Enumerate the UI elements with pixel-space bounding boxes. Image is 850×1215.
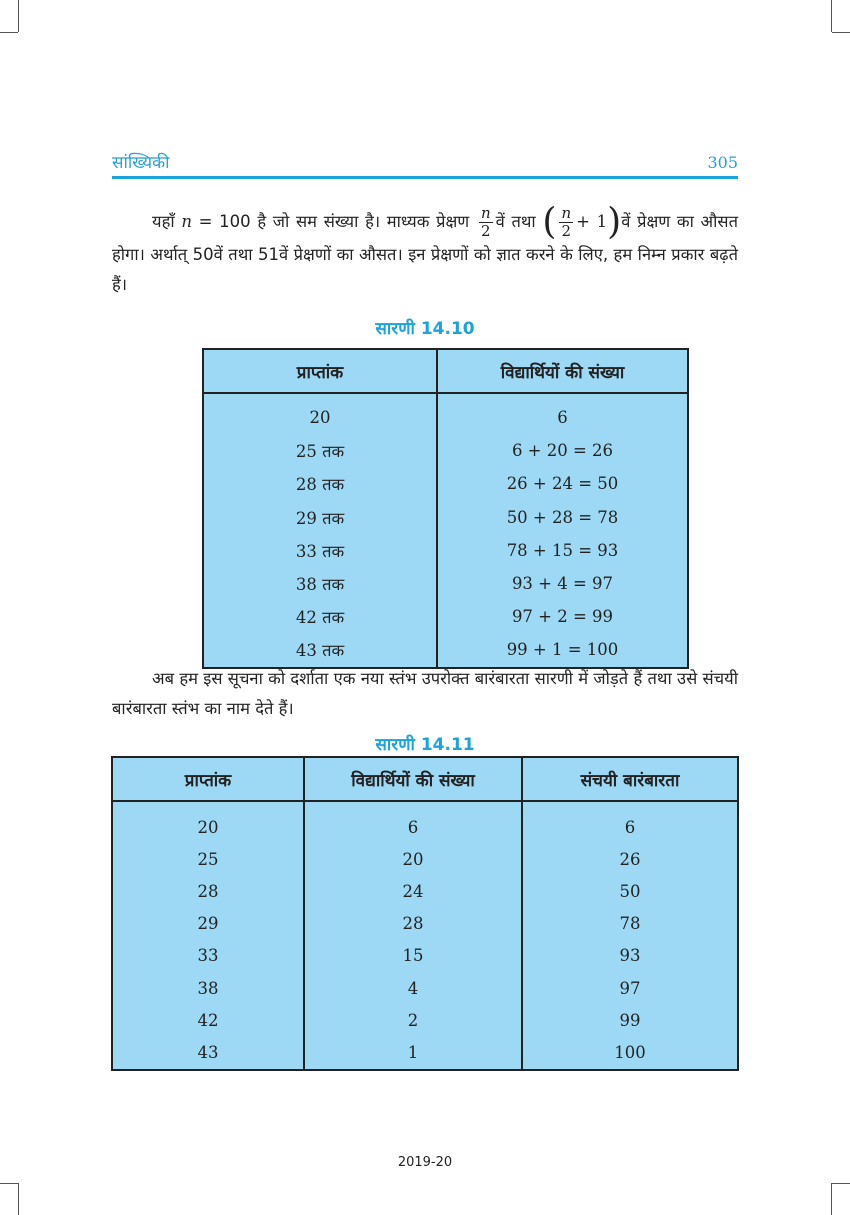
fraction-n-over-2 [479,205,493,240]
table-row [112,972,738,1004]
table-cell: 42 [197,1010,219,1030]
para1-lead: यहाँ [152,212,175,231]
table-cell: 38 [197,978,219,998]
table-cell: 78 + 15 = 93 [437,534,688,567]
table-row [112,1036,738,1069]
table-cell: 15 [304,940,522,972]
column-header: प्राप्तांक [203,349,437,393]
table-cell: 20 [309,408,331,428]
table-cell: 1 [304,1036,522,1069]
table-row [203,633,688,667]
table-14-10 [202,348,689,669]
table-cell: 93 + 4 = 97 [437,567,688,600]
chapter-title: सांख्यिकी [112,153,170,173]
table-cell: 100 [522,1036,738,1069]
table-row [203,434,688,467]
table-cell: 43 तक [295,641,345,661]
paragraph-cumulative [112,664,738,724]
crop-mark-top-left-h [0,32,18,33]
table-header-row [203,349,688,393]
table-cell: 20 [304,843,522,875]
table-cell: 99 [522,1004,738,1036]
table-cell: 50 + 28 = 78 [437,501,688,534]
fraction-denominator-inner: 2 [561,222,572,240]
var-n: n [181,212,192,231]
column-header: प्राप्तांक [112,757,304,801]
table-cell: 25 [197,849,219,869]
fraction-numerator-inner: n [561,204,572,222]
table-cell: 33 [197,946,219,966]
table-cell: 99 + 1 = 100 [437,633,688,667]
crop-mark-bottom-right-h [832,1183,850,1184]
table-row [112,843,738,875]
table-cell: 29 [197,914,219,934]
header-rule [112,176,738,179]
table-cell: 50 [522,875,738,907]
table-cell: 2 [304,1004,522,1036]
paren-open: ( [542,201,557,243]
table-cell: 24 [304,875,522,907]
table-row [112,1004,738,1036]
fraction-numerator: n [480,204,491,222]
table-cell: 6 [522,801,738,843]
crop-mark-bottom-left-v [18,1183,19,1215]
table-cell: 28 [304,908,522,940]
table-cell: 26 + 24 = 50 [437,467,688,500]
table-row [203,393,688,434]
paren-close: ) [607,201,622,243]
crop-mark-top-right-h [832,32,850,33]
table-row [203,600,688,633]
table-cell: 97 + 2 = 99 [437,600,688,633]
table-14-11 [111,756,739,1071]
table-row [203,467,688,500]
table-cell: 20 [197,817,219,837]
table-cell: 78 [522,908,738,940]
crop-mark-top-right-v [831,0,832,32]
footer-year: 2019-20 [397,1155,453,1170]
table-header-row [112,757,738,801]
para2-text: अब हम इस सूचना को दर्शाता एक नया स्तंभ उपरोक्त बारंबारता सारणी में जोड़ते हैं तथा उसे संचयी बारंबारता स्तंभ का नाम देते हैं। [112,669,738,718]
table-row [203,567,688,600]
page-number: 305 [707,153,738,172]
table-cell: 28 तक [295,475,345,495]
table-cell: 38 तक [295,575,345,595]
column-header: संचयी बारंबारता [522,757,738,801]
table-cell: 29 तक [295,508,345,528]
crop-mark-bottom-left-h [0,1183,18,1184]
table-cell: 6 [304,801,522,843]
column-header: विद्यार्थियों की संख्या [304,757,522,801]
table-cell: 25 तक [295,442,345,462]
table-cell: 6 + 20 = 26 [437,434,688,467]
table-cell: 4 [304,972,522,1004]
fraction-n-over-2-inner [559,205,573,240]
table-cell: 93 [522,940,738,972]
table-row [112,940,738,972]
table-row [203,534,688,567]
table-row [112,801,738,843]
table-row [112,908,738,940]
table-cell: 26 [522,843,738,875]
crop-mark-bottom-right-v [831,1183,832,1215]
column-header: विद्यार्थियों की संख्या [437,349,688,393]
table-cell: 6 [437,393,688,434]
table-cell: 33 तक [295,541,345,561]
fraction-denominator: 2 [481,222,491,240]
paragraph-intro [112,201,738,300]
table-caption-14-10: सारणी 14.10 [375,319,475,339]
table-row [203,501,688,534]
crop-mark-top-left-v [18,0,19,32]
table-cell: 43 [197,1042,219,1062]
para1-tail: वें प्रेक्षण का औसत होगा। अर्थात् 50वें तथा 51वें प्रेक्षणों का औसत। इन प्रेक्षणों को ज्ञात करने के लिए, हम निम्न प्रकार बढ़ते हैं। [112,212,738,294]
table-row [112,875,738,907]
plus-one: + 1 [576,212,608,231]
table-caption-14-11: सारणी 14.11 [375,735,475,755]
table-cell: 42 तक [295,608,345,628]
para1-equals: = 100 है जो सम संख्या है। माध्यक प्रेक्षण [191,212,470,231]
table-cell: 97 [522,972,738,1004]
table-cell: 28 [197,881,219,901]
para1-mid: वें तथा [495,212,536,231]
